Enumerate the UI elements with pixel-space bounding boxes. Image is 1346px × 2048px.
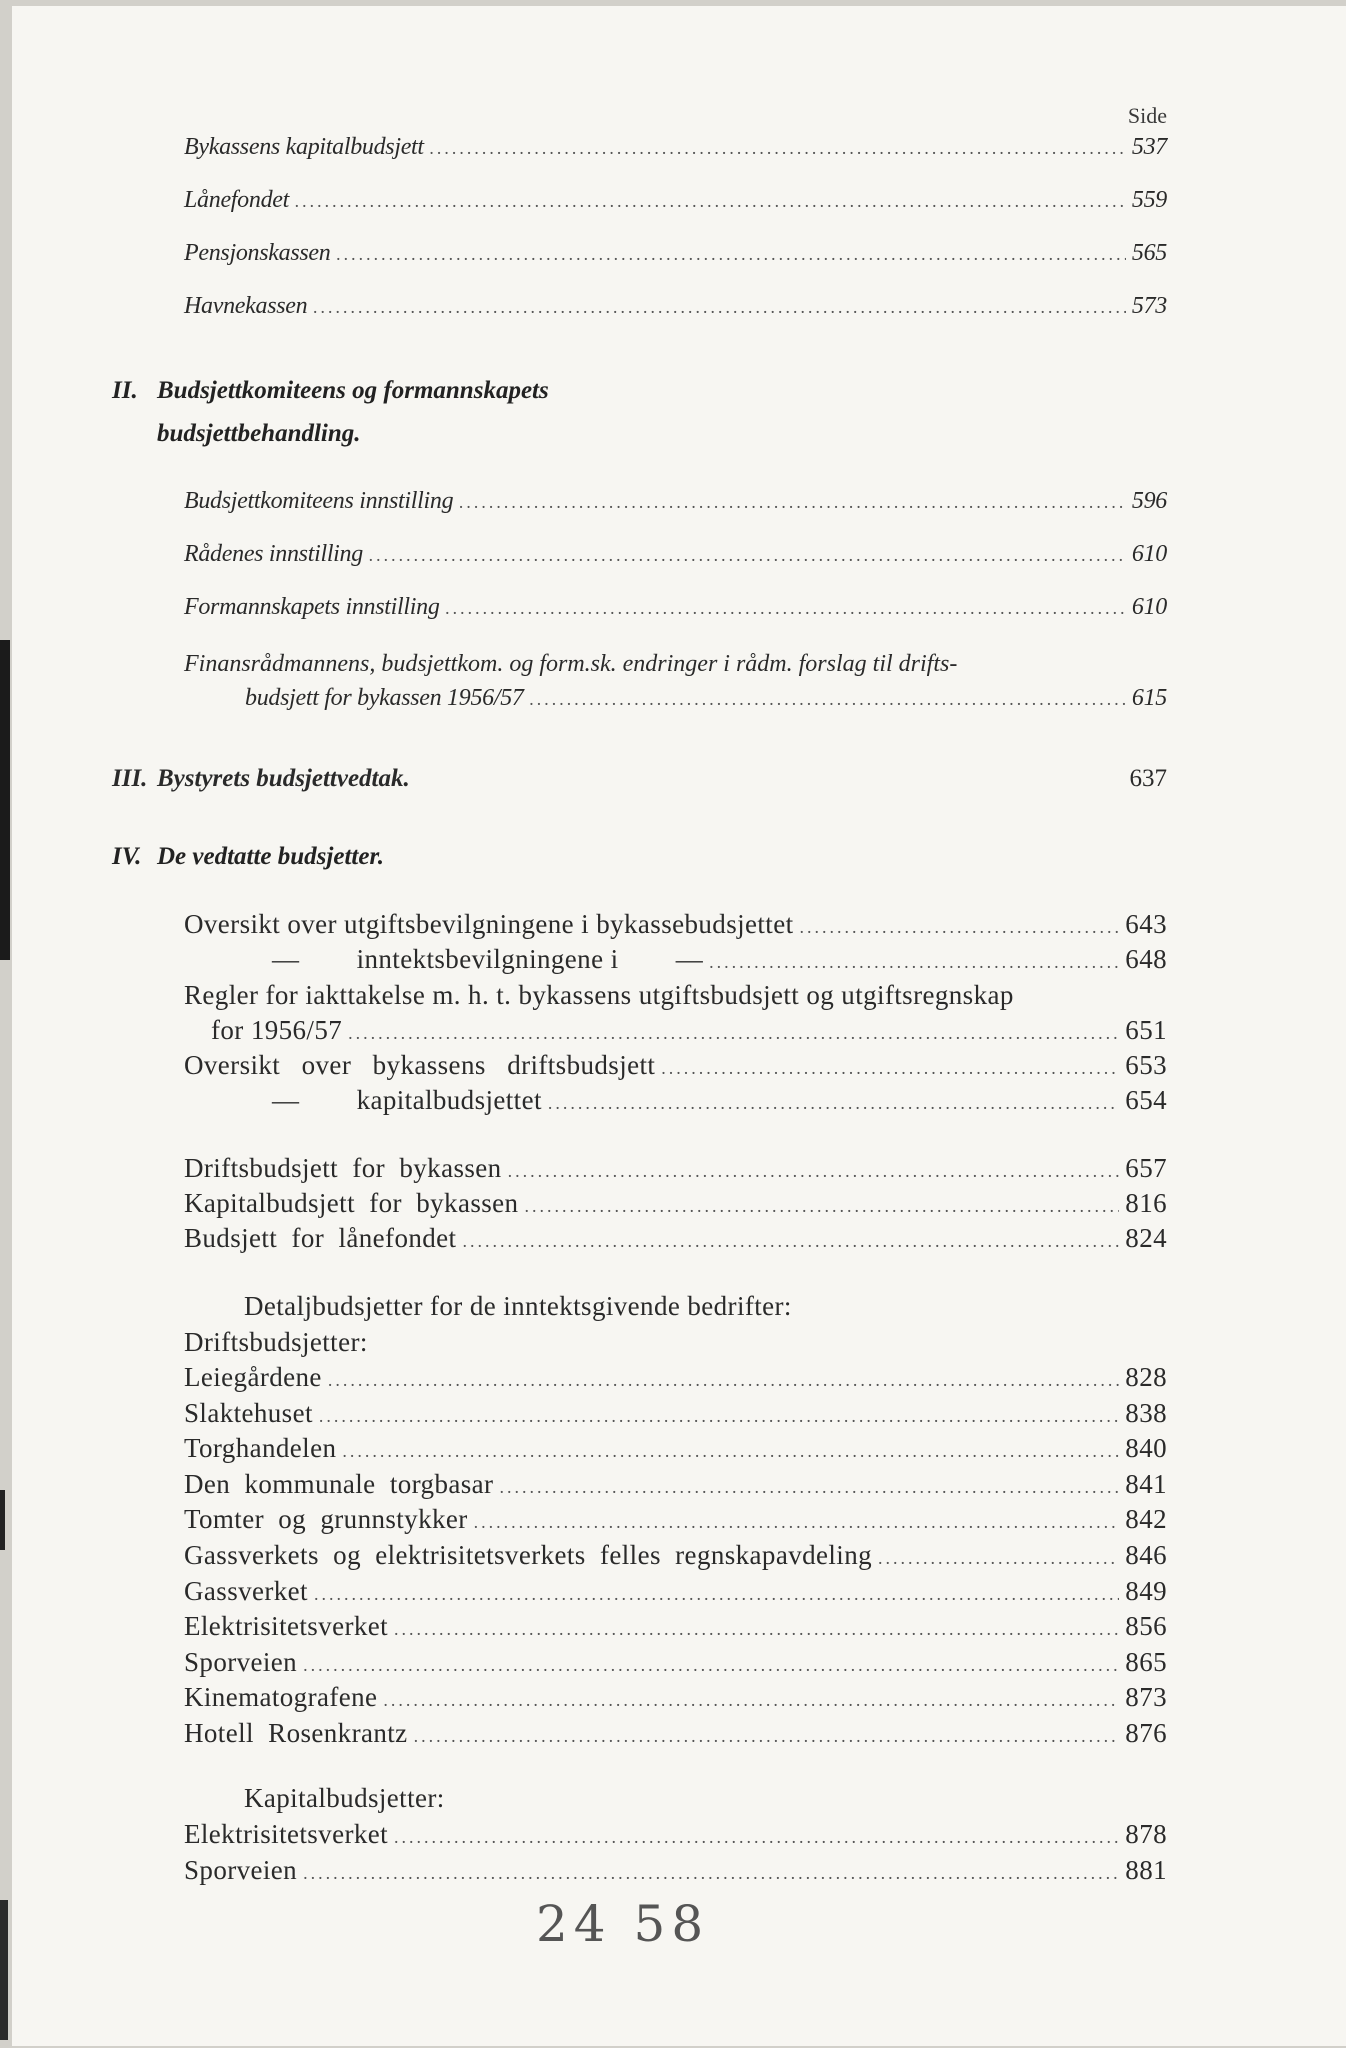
toc-entry[interactable]: for 1956/57 ..... 651 xyxy=(211,1015,1167,1046)
toc-entry[interactable]: — kapitalbudsjettet ..... 654 xyxy=(272,1085,1167,1116)
toc-entry[interactable]: Sporveien ..... 881 xyxy=(184,1855,1167,1886)
toc-entry[interactable]: Leiegårdene ..... 828 xyxy=(184,1362,1167,1393)
toc-entry-multiline-first[interactable]: Finansrådmannens, budsjettkom. og form.sk. endringer i rådm. forslag til drifts- xyxy=(184,651,958,677)
binding-edge xyxy=(0,640,10,960)
section-heading-ii: II. Budsjettkomiteens og formannskapets xyxy=(112,377,549,404)
archive-stamp: 24 58 xyxy=(536,1895,710,1953)
toc-entry[interactable]: Hotell Rosenkrantz ..... 876 xyxy=(184,1718,1167,1749)
toc-entry[interactable]: Kinematografene ..... 873 xyxy=(184,1682,1167,1713)
toc-entry[interactable]: — inntektsbevilgningene i — ..... 648 xyxy=(272,944,1167,975)
toc-entry[interactable]: Gassverkets og elektrisitetsverkets felles regnskapavdeling ..... 846 xyxy=(184,1540,1167,1571)
toc-entry[interactable]: Torghandelen ..... 840 xyxy=(184,1433,1167,1464)
toc-entry[interactable]: Elektrisitetsverket ..... 878 xyxy=(184,1819,1167,1850)
subsection-heading: Detaljbudsjetter for de inntektsgivende bedrifter: xyxy=(244,1291,792,1321)
section-heading-iv: IV. De vedtatte budsjetter. xyxy=(112,843,385,870)
toc-entry[interactable]: Slaktehuset ..... 838 xyxy=(184,1398,1167,1429)
toc-entry[interactable]: Driftsbudsjett for bykassen ..... 657 xyxy=(184,1153,1167,1184)
toc-entry[interactable]: Gassverket ..... 849 xyxy=(184,1576,1167,1607)
toc-entry[interactable]: Kapitalbudsjett for bykassen ..... 816 xyxy=(184,1188,1167,1219)
toc-entry[interactable]: Rådenes innstilling ..... 610 xyxy=(184,541,1167,568)
subsection-heading: Kapitalbudsjetter: xyxy=(244,1783,445,1813)
toc-entry[interactable]: Sporveien ..... 865 xyxy=(184,1647,1167,1678)
subsection-heading: Driftsbudsjetter: xyxy=(184,1327,368,1357)
binding-edge-mark xyxy=(0,1490,5,1550)
toc-entry[interactable]: Lånefondet ..... 559 xyxy=(184,187,1167,214)
toc-entry[interactable]: Budsjettkomiteens innstilling ..... 596 xyxy=(184,488,1167,515)
toc-entry[interactable]: Pensjonskassen ..... 565 xyxy=(184,240,1167,267)
toc-entry[interactable]: Formannskapets innstilling ..... 610 xyxy=(184,594,1167,621)
toc-entry[interactable]: Oversikt over bykassens driftsbudsjett ..... 653 xyxy=(184,1050,1167,1081)
toc-entry[interactable]: Bykassens kapitalbudsjett ..... 537 xyxy=(184,134,1167,161)
side-column-label: Side xyxy=(1127,103,1167,128)
section-heading-iii[interactable]: III. Bystyrets budsjettvedtak. 637 xyxy=(112,765,1167,792)
toc-entry[interactable]: Budsjett for lånefondet ..... 824 xyxy=(184,1223,1167,1254)
toc-entry-multiline-first[interactable]: Regler for iakttakelse m. h. t. bykassens utgiftsbudsjett og utgiftsregnskap xyxy=(184,980,1014,1010)
toc-entry[interactable]: budsjett for bykassen 1956/57 ..... 615 xyxy=(245,685,1167,712)
toc-entry[interactable]: Havnekassen ..... 573 xyxy=(184,293,1167,320)
toc-entry[interactable]: Oversikt over utgiftsbevilgningene i bykassebudsjettet ..... 643 xyxy=(184,909,1167,940)
binding-edge-bottom xyxy=(0,1900,8,2040)
toc-entry[interactable]: Elektrisitetsverket ..... 856 xyxy=(184,1611,1167,1642)
section-heading-ii-cont: budsjettbehandling. xyxy=(157,420,361,447)
toc-entry[interactable]: Tomter og grunnstykker ..... 842 xyxy=(184,1504,1167,1535)
toc-entry[interactable]: Den kommunale torgbasar ..... 841 xyxy=(184,1469,1167,1500)
